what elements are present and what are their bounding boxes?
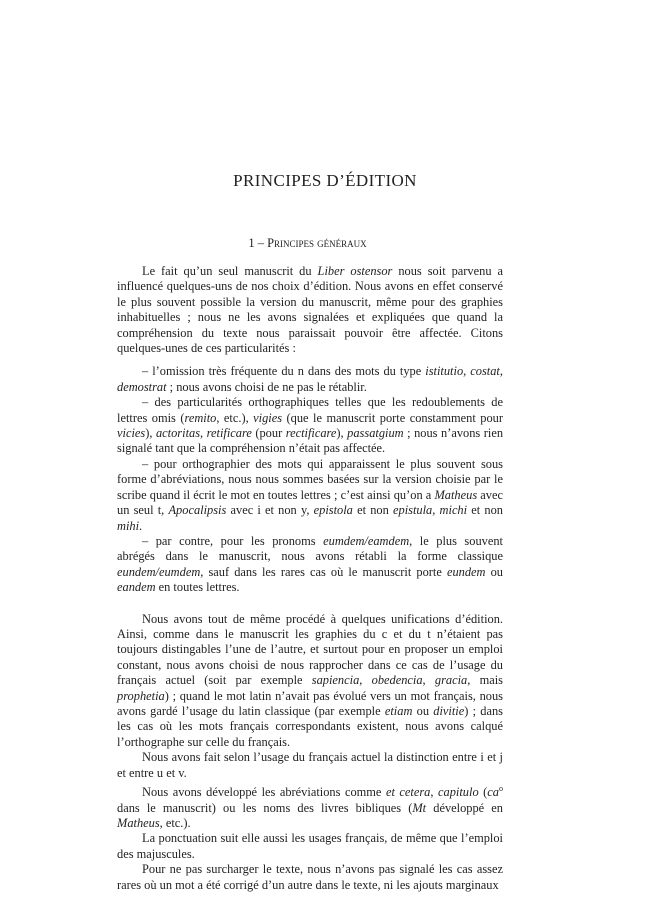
paragraph-punctuation: La ponctuation suit elle aussi les usages français, de même que l’emploi des majuscules.: [117, 831, 503, 861]
latin-word: eumdem/eamdem: [323, 533, 410, 548]
latin-abbreviation: ca: [487, 785, 499, 800]
text-run: ou: [485, 564, 503, 579]
text-run: ; nous n’avons rien signalé tant que la compréhension n’était pas affectée.: [117, 426, 504, 456]
text-run: – pour orthographier des mots qui apparaissent le plus souvent sous forme d’abréviations, nous nous sommes basées sur la version choisie par le scribe quand il écrit le mot en toutes lettres ; c’est ainsi qu’on a: [117, 456, 503, 502]
text-run: (pour: [251, 426, 286, 441]
list-item-orthography: [117, 395, 503, 457]
section-heading: [0, 236, 615, 251]
latin-word: gracia: [434, 673, 468, 688]
text-run: ),: [145, 426, 156, 441]
text-run: ) ; quand le mot latin n’avait pas évolué vers un mot français, nous avons gardé l’usage du latin classique (par exemple: [117, 688, 503, 718]
latin-word: rectificare: [285, 426, 337, 441]
latin-word: vicies: [117, 426, 146, 441]
text-run: – des particularités orthographiques telles que les redoublements de lettres omis (: [117, 395, 503, 425]
text-run: , le plus souvent abrégés dans le manuscrit, nous avons rétabli la forme classique: [117, 533, 503, 564]
text-run: ) ; dans les cas où les mots français correspondants existent, nous avons calqué l’orthographe sur celle du français.: [117, 703, 503, 749]
text-run: en toutes lettres.: [155, 580, 240, 595]
text-run: , etc.).: [159, 815, 191, 830]
paragraph-abbreviations: [117, 781, 503, 831]
latin-word: Matheus: [434, 487, 478, 502]
paragraph-i-j-u-v: Nous avons fait selon l’usage du français actuel la distinction entre i et j et entre u et v.: [117, 750, 503, 780]
latin-word: demostrat: [117, 379, 167, 394]
text-run: Le fait qu’un seul manuscrit du: [142, 264, 318, 278]
latin-word: eundem/eumdem: [117, 564, 201, 579]
superscript: o: [499, 784, 503, 793]
text-run: ; nous avons choisi de ne pas le rétablir.: [166, 379, 367, 394]
text-run: Nous avons tout de même procédé à quelques unifications d’édition. Ainsi, comme dans le manuscrit les graphies du c et du t n’étaient pas toujours distingables l’une de l’autre, et surtout pour en proposer un emploi constant, nous avons choisi de nous rapprocher dans ce cas de l’usage du français actuel (soit par exemple: [117, 611, 503, 688]
latin-word: passatgium: [347, 426, 404, 441]
latin-word: eundem: [446, 564, 486, 579]
latin-word: actoritas: [155, 426, 201, 441]
text-run: ,: [430, 785, 439, 800]
list-item-pronouns: [117, 534, 503, 596]
text-run: , sauf dans les rares cas où le manuscrit porte: [200, 564, 447, 579]
text-run: et non: [467, 503, 503, 518]
text-run: ,: [359, 673, 372, 688]
latin-word: costat: [470, 364, 500, 379]
list-item-omission: [117, 364, 503, 395]
latin-word: retificare: [206, 426, 252, 441]
latin-word: Apocalipsis: [168, 503, 227, 518]
latin-word: etiam: [384, 703, 413, 718]
text-run: ,: [499, 364, 503, 379]
text-run: (: [478, 785, 488, 800]
page-title: PRINCIPES D’ÉDITION: [233, 171, 417, 190]
text-run: Nous avons développé les abréviations comme: [142, 785, 386, 800]
text-run: nous soit parvenu a influencé quelques-uns de nos choix d’édition. Nous avons en effet conservé le plus souvent possible la version du manuscrit, même pour des graphies inhabituelles ; nous ne les avons signalées et expliquées que quand la compréhension du texte nous paraissait pouvoir être affectée. Citons quelques-unes de ces particularités :: [117, 264, 503, 356]
latin-word: divitie: [433, 703, 465, 718]
latin-word: remito: [184, 410, 217, 425]
body-text: [117, 264, 503, 893]
text-run: – l’omission très fréquente du n dans des mots du type: [142, 364, 426, 379]
text-run: , mais: [467, 673, 503, 688]
text-run: avec i et non y,: [226, 503, 314, 518]
text-run: ),: [336, 426, 348, 441]
text-run: , etc.),: [216, 410, 254, 425]
latin-word: epistula: [393, 503, 433, 518]
section-number: 1 –: [248, 236, 268, 250]
latin-word: istitutio: [425, 364, 464, 379]
latin-word: Matheus: [117, 815, 160, 830]
paragraph-unifications: [117, 612, 503, 751]
text-run: ,: [200, 426, 207, 441]
text-run: avec un seul t,: [117, 487, 503, 518]
text-run: – par contre, pour les pronoms: [142, 533, 324, 548]
text-run: ou: [412, 703, 434, 718]
latin-word: michi: [439, 503, 468, 518]
list-item-abbreviations: [117, 457, 503, 534]
text-run: et non: [352, 503, 393, 518]
latin-word: sapiencia: [311, 673, 360, 688]
paragraph-intro: [117, 264, 503, 356]
paragraph-corrections: Pour ne pas surcharger le texte, nous n’avons pas signalé les cas assez rares où un mot a été corrigé d’un autre dans le texte, ni les ajouts marginaux: [117, 862, 503, 892]
text-run: ,: [432, 503, 440, 518]
work-title-italic: Liber ostensor: [317, 264, 393, 278]
latin-word: epistola: [313, 503, 353, 518]
latin-word: et cetera: [385, 785, 431, 800]
text-run: ,: [422, 673, 435, 688]
latin-abbreviation: Mt: [412, 800, 427, 815]
latin-word: obedencia: [371, 673, 423, 688]
section-title: Principes généraux: [267, 236, 367, 250]
latin-word: capitulo: [438, 785, 479, 800]
text-run: ,: [463, 364, 471, 379]
text-run: dans le manuscrit) ou les noms des livres bibliques (: [117, 800, 413, 815]
text-run: développé en: [426, 800, 503, 815]
latin-word: vigies: [253, 410, 283, 425]
latin-word: eandem: [117, 580, 156, 595]
latin-word: prophetia: [117, 688, 165, 703]
latin-word: mihi: [117, 518, 140, 533]
text-run: (que le manuscrit porte constamment pour: [282, 410, 503, 425]
text-run: .: [139, 518, 143, 533]
